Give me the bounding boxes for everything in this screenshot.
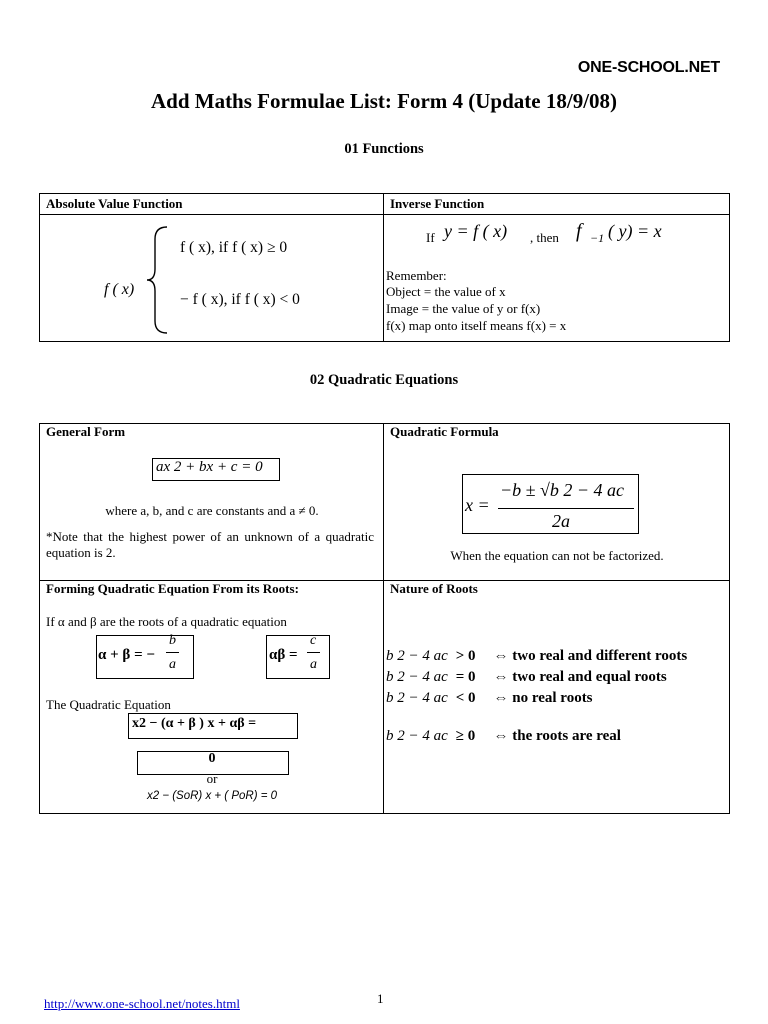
formula-x: x = (465, 495, 490, 515)
quadratic-equation: x2 − (α + β ) x + αβ = (132, 716, 257, 731)
absolute-value-header: Absolute Value Function (40, 194, 384, 215)
discriminant: b 2 − 4 ac (386, 648, 448, 664)
nature-of-roots-header: Nature of Roots (390, 581, 478, 596)
page-number: 1 (377, 991, 384, 1006)
quadratic-formula-cell (384, 424, 730, 581)
relation: = 0 (455, 669, 476, 685)
page-title: Add Maths Formulae List: Form 4 (Update 18/9/08) (150, 89, 618, 113)
product-denominator: a (310, 657, 317, 672)
relation: ≥ 0 (455, 728, 476, 744)
quadratic-equation-zero: 0 (208, 751, 216, 766)
nature-row-4 (386, 728, 621, 745)
or-label: or (206, 771, 218, 786)
result-text: ⇔ two real and equal roots (493, 669, 667, 685)
footer-link[interactable]: http://www.one-school.net/notes.html (44, 996, 240, 1011)
abs-case-positive: f ( x), if f ( x) ≥ 0 (180, 239, 288, 256)
relation: > 0 (455, 648, 476, 664)
nature-row-3 (386, 690, 593, 707)
general-form-equation: ax 2 + bx + c = 0 (156, 459, 263, 475)
site-brand: ONE-SCHOOL.NET (577, 59, 720, 76)
forming-equation-header: Forming Quadratic Equation From its Roots: (46, 581, 299, 596)
nature-row-1 (386, 648, 687, 665)
left-brace-icon (145, 225, 171, 335)
inverse-eq-f: f (576, 220, 582, 242)
sum-denominator: a (169, 657, 176, 672)
quadratic-equation-label: The Quadratic Equation (46, 697, 171, 712)
absolute-value-cell (40, 215, 384, 342)
result-text: ⇔ two real and different roots (493, 648, 688, 664)
quadratic-table (39, 423, 730, 814)
sor-por-equation: x2 − (SoR) x + ( PoR) = 0 (146, 790, 278, 802)
general-form-cell (40, 424, 384, 581)
inverse-eq-exponent: −1 (590, 231, 605, 245)
quadratic-formula-header: Quadratic Formula (390, 424, 499, 439)
sum-of-roots-lhs: α + β = − (98, 647, 155, 663)
map-itself-definition: f(x) map onto itself means f(x) = x (386, 318, 567, 333)
forming-equation-cell (40, 581, 384, 814)
remember-label: Remember: (386, 268, 447, 283)
sum-fraction-bar (166, 652, 179, 653)
discriminant: b 2 − 4 ac (386, 690, 448, 706)
formula-denominator: 2a (552, 511, 570, 531)
formula-numerator: −b ± √b 2 − 4 ac (500, 480, 625, 500)
functions-table (39, 193, 730, 342)
inverse-eq-rest: ( y) = x (608, 221, 662, 241)
inverse-if-label: If (426, 230, 435, 245)
sum-numerator: b (169, 633, 176, 648)
general-form-where: where a, b, and c are constants and a ≠ 0. (105, 503, 319, 518)
roots-intro: If α and β are the roots of a quadratic equation (46, 614, 287, 629)
result-text: ⇔ no real roots (493, 690, 593, 706)
result-text: ⇔ the roots are real (493, 728, 621, 744)
discriminant: b 2 − 4 ac (386, 728, 448, 744)
general-form-note: *Note that the highest power of an unknown of a quadratic equation is 2. (46, 529, 374, 560)
general-form-header: General Form (46, 424, 126, 439)
abs-lhs: f ( x) (104, 281, 135, 298)
nature-of-roots-cell (384, 581, 730, 814)
image-definition: Image = the value of y or f(x) (386, 301, 541, 316)
product-fraction-bar (307, 652, 320, 653)
formula-fraction-bar (498, 508, 634, 509)
inverse-eq-1: y = f ( x) (444, 221, 508, 241)
object-definition: Object = the value of x (386, 284, 506, 299)
formula-note: When the equation can not be factorized. (450, 548, 664, 563)
discriminant: b 2 − 4 ac (386, 669, 448, 685)
inverse-function-cell (384, 215, 730, 342)
section-heading-quadratic: 02 Quadratic Equations (309, 372, 459, 388)
abs-case-negative: − f ( x), if f ( x) < 0 (180, 291, 300, 308)
product-of-roots-lhs: αβ = (269, 647, 298, 663)
section-heading-functions: 01 Functions (344, 141, 424, 157)
product-numerator: c (310, 633, 317, 648)
relation: < 0 (455, 690, 476, 706)
inverse-then-label: , then (530, 230, 559, 245)
inverse-function-header: Inverse Function (384, 194, 730, 215)
nature-row-2 (386, 669, 667, 686)
